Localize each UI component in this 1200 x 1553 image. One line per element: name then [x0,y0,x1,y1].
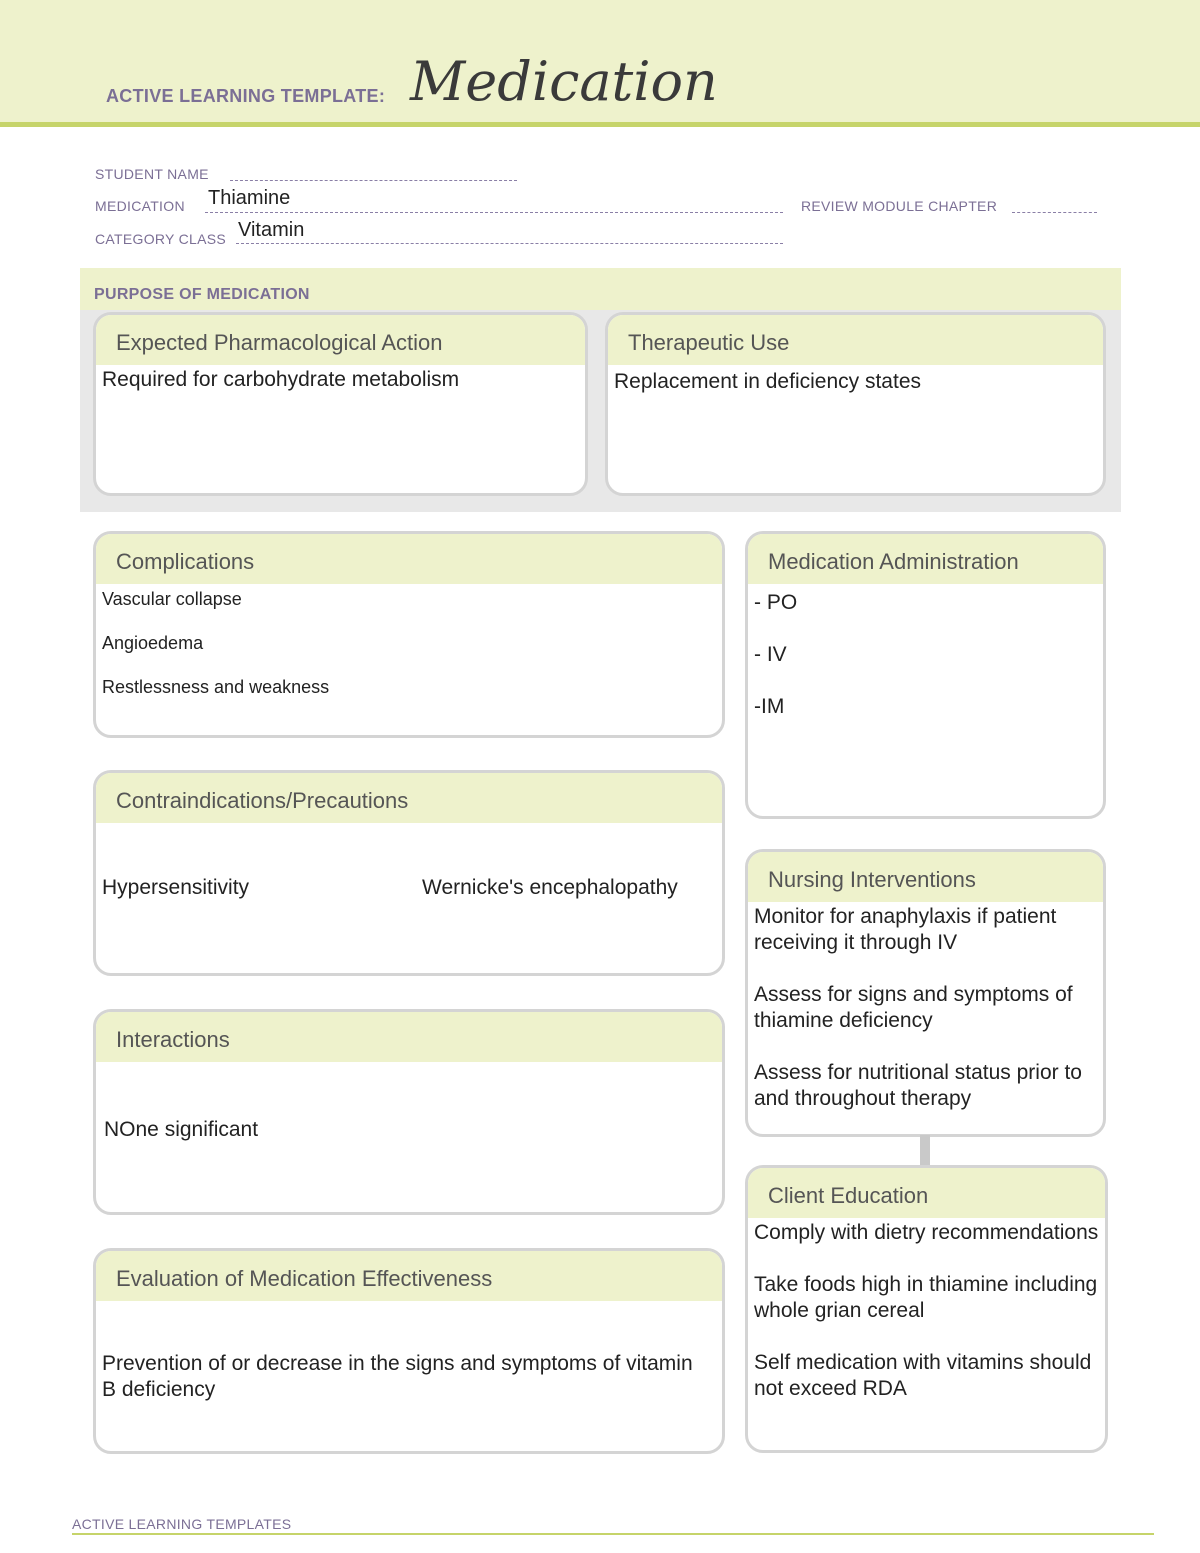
evaluation-card [93,1248,725,1454]
medication-label: MEDICATION [95,198,185,214]
complications-body [96,584,722,702]
intervention-item: Assess for signs and symptoms of thiamine deficiency [754,983,1073,1032]
interactions-card [93,1009,725,1215]
contraindications-heading: Contraindications/Precautions [96,773,722,823]
nursing-interventions-card [745,849,1106,1137]
therapeutic-use-card [605,312,1106,496]
medication-administration-card [745,531,1106,819]
interactions-body [96,1062,722,1206]
page-title: Medication [410,50,718,113]
medication-administration-body [748,584,1103,722]
intervention-item: Assess for nutritional status prior to and throughout therapy [754,1061,1082,1110]
complication-item: Vascular collapse [102,589,242,609]
education-item: Self medication with vitamins should not exceed RDA [754,1351,1092,1400]
category-class-value: Vitamin [238,219,305,241]
therapeutic-use-heading: Therapeutic Use [608,315,1103,365]
expected-action-heading: Expected Pharmacological Action [96,315,585,365]
interactions-text: NOne significant [104,1118,259,1141]
expected-action-text: Required for carbohydrate metabolism [102,368,460,391]
interactions-heading: Interactions [96,1012,722,1062]
medication-value: Thiamine [208,187,291,209]
evaluation-body [96,1301,722,1445]
review-module-label: REVIEW MODULE CHAPTER [801,198,998,214]
nursing-interventions-body [748,902,1103,1114]
student-name-line[interactable] [230,180,517,181]
purpose-title: PURPOSE OF MEDICATION [94,286,310,303]
education-item: Take foods high in thiamine including whole grian cereal [754,1273,1098,1322]
contraindication-item: Hypersensitivity [102,876,250,899]
therapeutic-use-text: Replacement in deficiency states [614,370,921,393]
expected-action-card [93,312,588,496]
header-rule [0,122,1200,127]
contraindications-body [96,823,722,967]
therapeutic-use-body [608,365,1103,397]
client-education-body [748,1218,1105,1404]
evaluation-text: Prevention of or decrease in the signs and symptoms of vitamin B deficiency [102,1352,693,1401]
intervention-item: Monitor for anaphylaxis if patient receiving it through IV [754,905,1057,954]
complications-card [93,531,725,738]
evaluation-heading: Evaluation of Medication Effectiveness [96,1251,722,1301]
contraindications-card [93,770,725,976]
template-label: ACTIVE LEARNING TEMPLATE: [106,86,386,106]
footer-label: ACTIVE LEARNING TEMPLATES [72,1516,292,1532]
expected-action-body [96,365,585,395]
card-connector [920,1135,930,1165]
complication-item: Restlessness and weakness [102,677,330,697]
contraindication-item: Wernicke's encephalopathy [422,876,678,899]
route-item: - PO [754,591,798,614]
footer-rule [72,1533,1154,1535]
review-module-line[interactable] [1012,212,1097,213]
client-education-card [745,1165,1108,1453]
client-education-heading: Client Education [748,1168,1105,1218]
education-item: Comply with dietry recommendations [754,1221,1099,1244]
medication-line[interactable] [205,212,783,213]
route-item: -IM [754,695,785,718]
complications-heading: Complications [96,534,722,584]
complication-item: Angioedema [102,633,204,653]
route-item: - IV [754,643,787,666]
category-class-label: CATEGORY CLASS [95,231,227,247]
student-name-label: STUDENT NAME [95,166,209,182]
nursing-interventions-heading: Nursing Interventions [748,852,1103,902]
category-class-line[interactable] [236,243,783,244]
medication-administration-heading: Medication Administration [748,534,1103,584]
